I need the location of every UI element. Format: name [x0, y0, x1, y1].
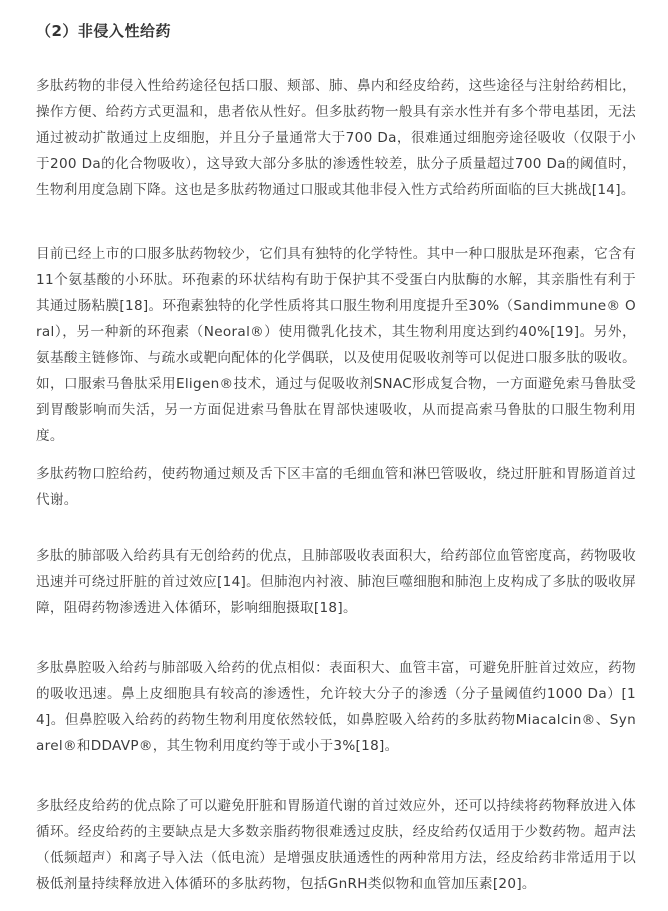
paragraph-transdermal-delivery: 多肽经皮给药的优点除了可以避免肝脏和胃肠道代谢的首过效应外，还可以持续将药物释放进入体循环。经皮给药的主要缺点是大多数亲脂药物很难透过皮肤，经皮给药仅适用于少数药物。超声法（低频超声）和离子导入法（低电流）是增强皮肤通透性的两种常用方法，经皮给药非常适用于以极低剂量持续释放进入体循环的多肽药物，包括GnRH类似物和血管加压素[20]。 [36, 798, 636, 892]
paragraph-oral-delivery: 目前已经上市的口服多肽药物较少，它们具有独特的化学特性。其中一种口服肽是环孢素，它含有11个氨基酸的小环肽。环孢素的环状结构有助于保护其不受蛋白内肽酶的水解，其亲脂性有利于其通过肠粘膜[18]。环孢素独特的化学性质将其口服生物利用度提升至30%（Sandimmune® Oral），另一种新的环孢素（Neoral®）使用微乳化技术，其生物利用度达到约40%[19]。另外，氨基酸主链修饰、与疏水或靶向配体的化学偶联，以及使用促吸收剂等可以促进口服多肽的吸收。如，口服索马鲁肽采用Eligen®技术，通过与促吸收剂SNAC形成复合物，一方面避免索马鲁肽受到胃酸影响而失活，另一方面促进索马鲁肽在胃部快速吸收，从而提高索马鲁肽的口服生物利用度。 [36, 246, 636, 444]
section-heading: （2）非侵入性给药 [36, 22, 171, 40]
paragraph-non-invasive-overview: 多肽药物的非侵入性给药途径包括口服、颊部、肺、鼻内和经皮给药，这些途径与注射给药相比，操作方便、给药方式更温和，患者依从性好。但多肽药物一般具有亲水性并有多个带电基团，无法通过被动扩散通过上皮细胞，并且分子量通常大于700 Da，很难通过细胞旁途径吸收（仅限于小于200 Da的化合物吸收），这导致大部分多肽的渗透性较差，肽分子质量超过700 Da的阈值时，生物利用度急剧下降。这也是多肽药物通过口服或其他非侵入性方式给药所面临的巨大挑战[14]。 [36, 78, 636, 198]
paragraph-buccal-delivery: 多肽药物口腔给药，使药物通过颊及舌下区丰富的毛细血管和淋巴管吸收，绕过肝脏和胃肠道首过代谢。 [36, 466, 636, 508]
paragraph-pulmonary-delivery: 多肽的肺部吸入给药具有无创给药的优点，且肺部吸收表面积大，给药部位血管密度高，药物吸收迅速并可绕过肝脏的首过效应[14]。但肺泡内衬液、肺泡巨噬细胞和肺泡上皮构成了多肽的吸收屏障，阻碍药物渗透进入体循环，影响细胞摄取[18]。 [36, 548, 636, 616]
paragraph-nasal-delivery: 多肽鼻腔吸入给药与肺部吸入给药的优点相似：表面积大、血管丰富，可避免肝脏首过效应，药物的吸收迅速。鼻上皮细胞具有较高的渗透性，允许较大分子的渗透（分子量阈值约1000 Da）[14]。但鼻腔吸入给药的药物生物利用度依然较低，如鼻腔吸入给药的多肽药物Miacalcin®、Synarel®和DDAVP®，其生物利用度约等于或小于3%[18]。 [36, 660, 636, 754]
